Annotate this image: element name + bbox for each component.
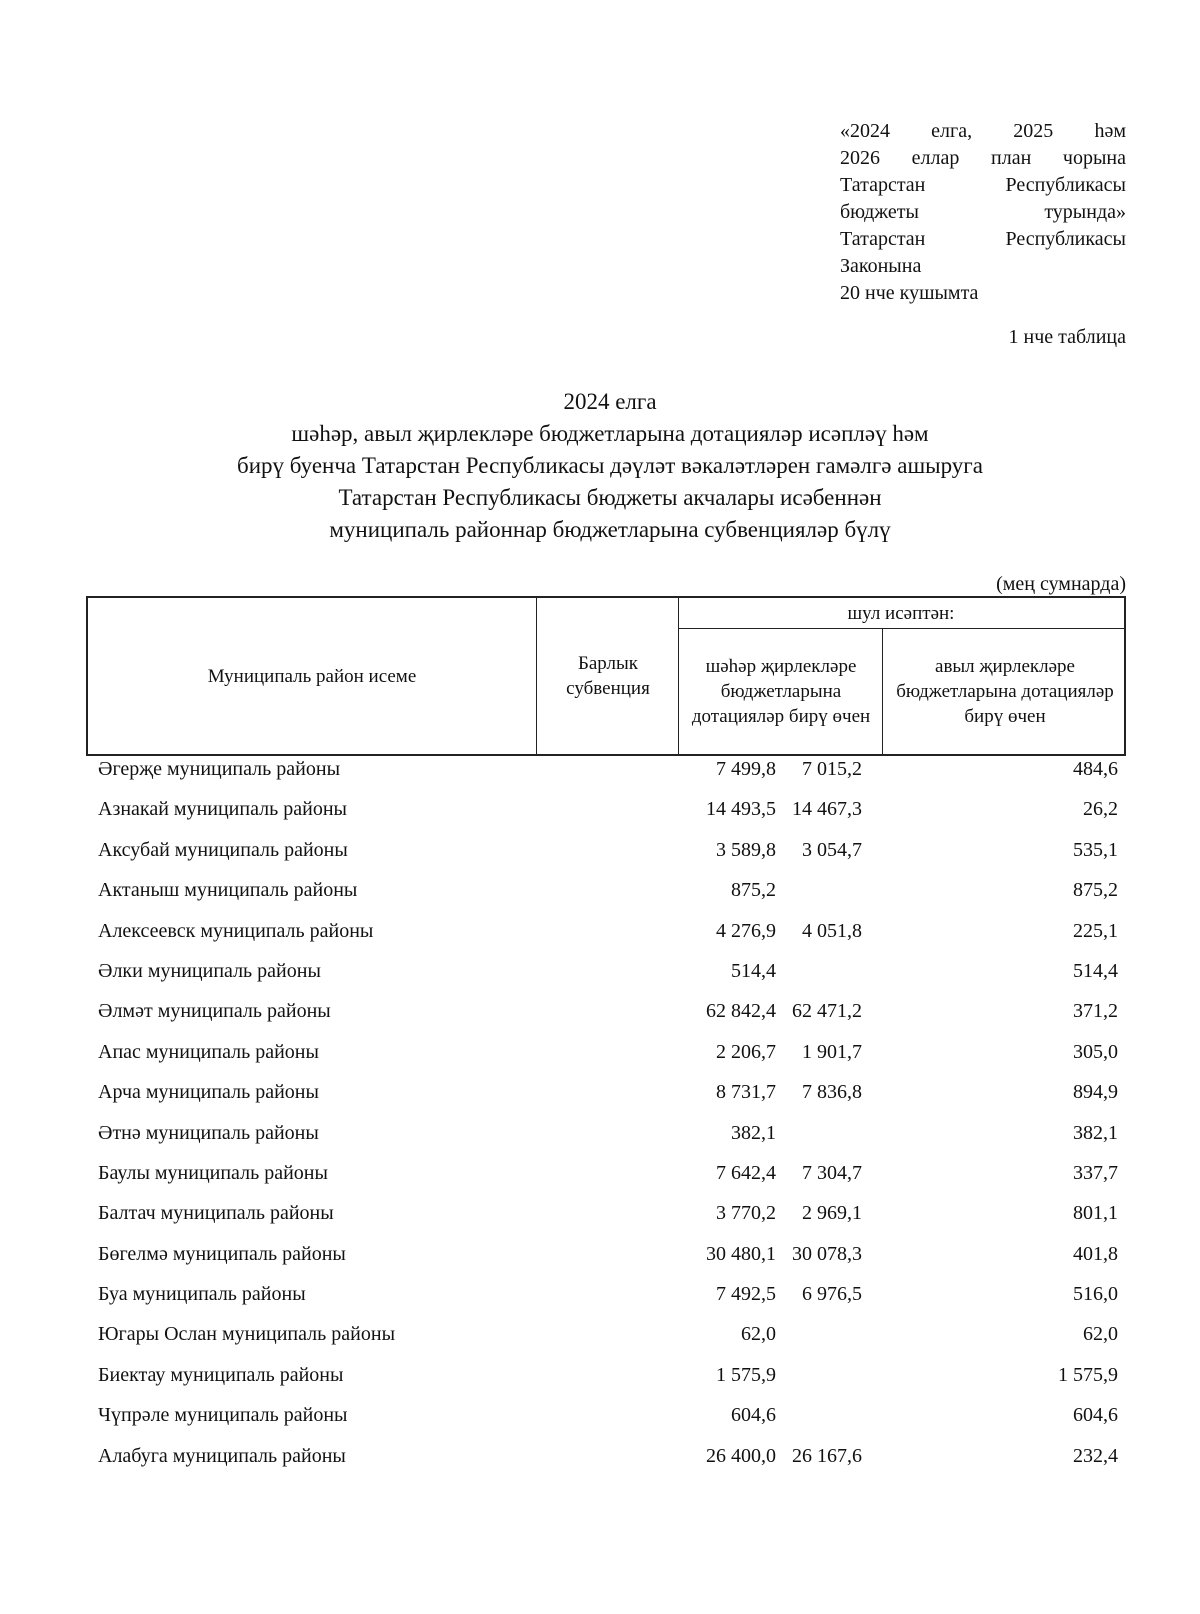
- district-name: Бөгелмә муниципаль районы: [98, 1242, 346, 1265]
- district-name: Әлмәт муниципаль районы: [98, 1000, 331, 1023]
- district-name: Балтач муниципаль районы: [98, 1202, 334, 1225]
- header-including: шул исәптән:: [847, 602, 955, 624]
- city-value: 2 969,1: [802, 1202, 862, 1225]
- document-title: [80, 386, 1140, 546]
- total-value: 875,2: [731, 879, 776, 902]
- total-value: 3 770,2: [716, 1202, 776, 1225]
- village-value: 305,0: [1073, 1040, 1118, 1063]
- table-row: [86, 1275, 1126, 1315]
- annex-line: 2026 еллар план чорына: [840, 147, 1126, 169]
- village-value: 337,7: [1073, 1161, 1118, 1184]
- total-value: 1 575,9: [716, 1363, 776, 1386]
- village-value: 382,1: [1073, 1121, 1118, 1144]
- units-label: (мең сумнарда): [996, 573, 1126, 595]
- total-value: 514,4: [731, 959, 776, 982]
- annex-line: бюджеты турында»: [840, 201, 1126, 223]
- total-value: 26 400,0: [706, 1444, 776, 1467]
- total-value: 604,6: [731, 1404, 776, 1427]
- city-value: 6 976,5: [802, 1283, 862, 1306]
- village-value: 484,6: [1073, 758, 1118, 780]
- table-row: [86, 1194, 1126, 1234]
- table-row: [86, 871, 1126, 911]
- district-name: Арча муниципаль районы: [98, 1081, 319, 1104]
- district-name: Югары Ослан муниципаль районы: [98, 1323, 396, 1346]
- district-name: Апас муниципаль районы: [98, 1040, 319, 1063]
- village-value: 535,1: [1073, 838, 1118, 861]
- annex-line: Татарстан Республикасы: [840, 174, 1126, 196]
- table-body: [86, 750, 1126, 1477]
- district-name: Аксубай муниципаль районы: [98, 838, 348, 861]
- total-value: 62,0: [741, 1323, 776, 1346]
- annex-line: «2024 елга, 2025 һәм: [840, 120, 1126, 142]
- title-line: 2024 елга: [563, 389, 657, 414]
- district-name: Әлки муниципаль районы: [98, 959, 321, 982]
- city-value: 30 078,3: [792, 1242, 862, 1265]
- total-value: 7 642,4: [716, 1161, 776, 1184]
- title-line: шәһәр, авыл җирлекләре бюджетларына дотацияләр исәплəү һәм: [291, 421, 929, 446]
- table-row: [86, 1315, 1126, 1355]
- city-value: 26 167,6: [792, 1444, 862, 1467]
- header-total: Барлык субвенция: [566, 653, 650, 699]
- table-row: [86, 790, 1126, 830]
- table-row: [86, 992, 1126, 1032]
- column-divider: [882, 628, 883, 754]
- district-name: Алексеевск муниципаль районы: [98, 919, 374, 942]
- table-row: [86, 1073, 1126, 1113]
- table-row: [86, 1235, 1126, 1275]
- district-name: Чүпрәле муниципаль районы: [98, 1404, 348, 1427]
- city-value: 14 467,3: [792, 798, 862, 821]
- table-header: [86, 596, 1126, 756]
- annex-line: Законына: [840, 255, 922, 277]
- table-row: [86, 831, 1126, 871]
- village-value: 875,2: [1073, 879, 1118, 902]
- village-value: 26,2: [1083, 798, 1118, 821]
- total-value: 8 731,7: [716, 1081, 776, 1104]
- annex-line: Татарстан Республикасы: [840, 228, 1126, 250]
- city-value: 7 836,8: [802, 1081, 862, 1104]
- district-name: Алабуга муниципаль районы: [98, 1444, 346, 1467]
- district-name: Азнакай муниципаль районы: [98, 798, 347, 821]
- total-value: 30 480,1: [706, 1242, 776, 1265]
- header-village: авыл җирлекләре бюджетларына дотацияләр бирү өчен: [896, 655, 1114, 727]
- table-row: [86, 1033, 1126, 1073]
- district-name: Әтнә муниципаль районы: [98, 1121, 319, 1144]
- district-name: Әгерҗе муниципаль районы: [98, 758, 341, 780]
- header-city: шәһәр җирлекләре бюджетларына дотацияләр бирү өчен: [691, 655, 871, 727]
- city-value: 7 015,2: [802, 758, 862, 780]
- title-line: бирү буенча Татарстан Республикасы дәүләт вәкаләтләрен гамәлгә ашыруга: [237, 453, 983, 478]
- title-line: муниципаль районнар бюджетларына субвенцияләр бүлү: [329, 517, 891, 542]
- total-value: 4 276,9: [716, 919, 776, 942]
- total-value: 3 589,8: [716, 838, 776, 861]
- table-row: [86, 750, 1126, 790]
- city-value: 7 304,7: [802, 1161, 862, 1184]
- city-value: 1 901,7: [802, 1040, 862, 1063]
- table-row: [86, 1396, 1126, 1436]
- header-name: Муниципаль район исеме: [207, 665, 417, 687]
- title-line: Татарстан Республикасы бюджеты акчалары исәбеннән: [338, 485, 882, 510]
- village-value: 516,0: [1073, 1283, 1118, 1306]
- column-divider: [536, 598, 537, 754]
- village-value: 801,1: [1073, 1202, 1118, 1225]
- table-row: [86, 912, 1126, 952]
- district-name: Актаныш муниципаль районы: [98, 879, 358, 902]
- district-name: Буа муниципаль районы: [98, 1283, 306, 1306]
- total-value: 7 492,5: [716, 1283, 776, 1306]
- table-row: [86, 1114, 1126, 1154]
- table-row: [86, 952, 1126, 992]
- total-value: 62 842,4: [706, 1000, 776, 1023]
- village-value: 232,4: [1073, 1444, 1118, 1467]
- table-row: [86, 1154, 1126, 1194]
- city-value: 4 051,8: [802, 919, 862, 942]
- total-value: 382,1: [731, 1121, 776, 1144]
- district-name: Баулы муниципаль районы: [98, 1161, 328, 1184]
- table-number: 1 нче таблица: [1008, 326, 1126, 348]
- district-name: Биектау муниципаль районы: [98, 1363, 344, 1386]
- village-value: 62,0: [1083, 1323, 1118, 1346]
- annex-line: 20 нче кушымта: [840, 282, 979, 304]
- village-value: 225,1: [1073, 919, 1118, 942]
- village-value: 604,6: [1073, 1404, 1118, 1427]
- total-value: 7 499,8: [716, 758, 776, 780]
- village-value: 514,4: [1073, 959, 1118, 982]
- city-value: 3 054,7: [802, 838, 862, 861]
- total-value: 14 493,5: [706, 798, 776, 821]
- table-row: [86, 1356, 1126, 1396]
- village-value: 401,8: [1073, 1242, 1118, 1265]
- village-value: 1 575,9: [1058, 1363, 1118, 1386]
- city-value: 62 471,2: [792, 1000, 862, 1023]
- total-value: 2 206,7: [716, 1040, 776, 1063]
- village-value: 894,9: [1073, 1081, 1118, 1104]
- annex-note: [840, 118, 1126, 307]
- village-value: 371,2: [1073, 1000, 1118, 1023]
- table-row: [86, 1437, 1126, 1477]
